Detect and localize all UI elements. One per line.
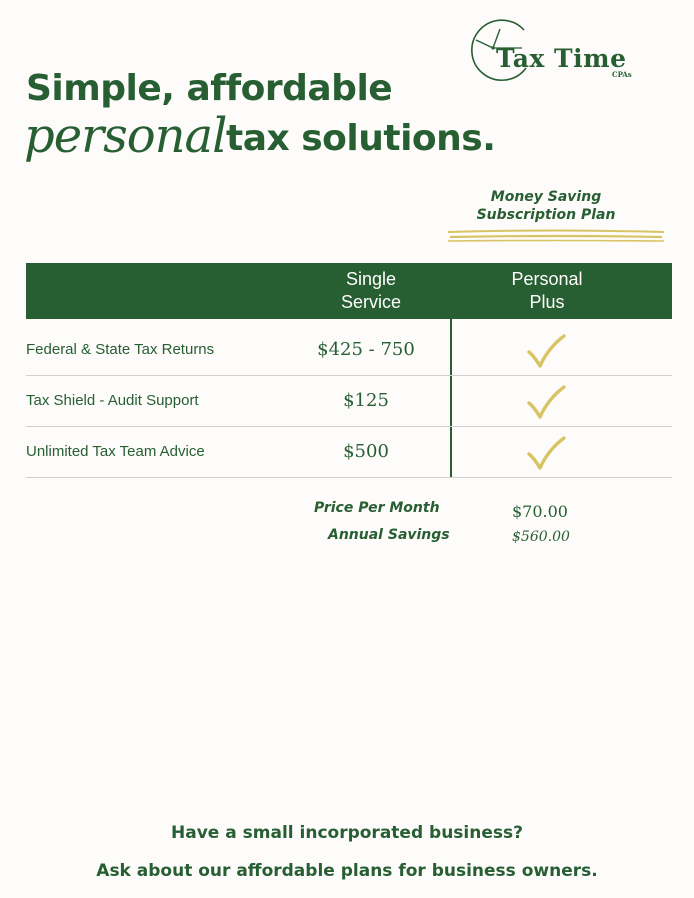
table-header (26, 263, 672, 319)
row-label: Unlimited Tax Team Advice (26, 443, 205, 460)
header-single-line-2: Service (340, 292, 402, 312)
checkmark-icon (526, 334, 566, 370)
brand-sub: CPAs (612, 70, 632, 79)
plan-note-line-2: Subscription Plan (476, 207, 616, 223)
header-single-service (326, 268, 416, 314)
table-row (26, 426, 672, 477)
checkmark-icon (526, 385, 566, 421)
header-personal-plus (492, 268, 602, 314)
logo (462, 18, 662, 82)
header-plus-line-2: Plus (529, 292, 565, 312)
row-price: $425 - 750 (317, 339, 415, 360)
table-row (26, 324, 672, 375)
row-price: $125 (343, 390, 389, 411)
gold-underline (446, 228, 666, 244)
price-per-month-label: Price Per Month (314, 500, 440, 516)
headline-line-2: tax solutions. (226, 118, 496, 159)
price-per-month-value: $70.00 (512, 502, 568, 521)
headline-script-word: personal (24, 108, 227, 164)
header-plus-line-1: Personal (511, 269, 583, 289)
brand-name: Tax Time (496, 44, 627, 73)
annual-savings-label: Annual Savings (328, 527, 450, 543)
row-divider (26, 477, 672, 478)
headline-line-1: Simple, affordable (26, 68, 393, 109)
table-row (26, 375, 672, 426)
row-price: $500 (343, 441, 389, 462)
checkmark-icon (526, 436, 566, 472)
header-single-line-1: Single (345, 269, 397, 289)
footer-line-2: Ask about our affordable plans for business owners. (96, 861, 598, 881)
row-label: Tax Shield - Audit Support (26, 392, 199, 409)
annual-savings-value: $560.00 (512, 529, 570, 545)
plan-note-line-1: Money Saving (490, 189, 602, 205)
plan-note (446, 188, 646, 224)
footer-line-1: Have a small incorporated business? (171, 823, 523, 843)
row-label: Federal & State Tax Returns (26, 341, 215, 358)
